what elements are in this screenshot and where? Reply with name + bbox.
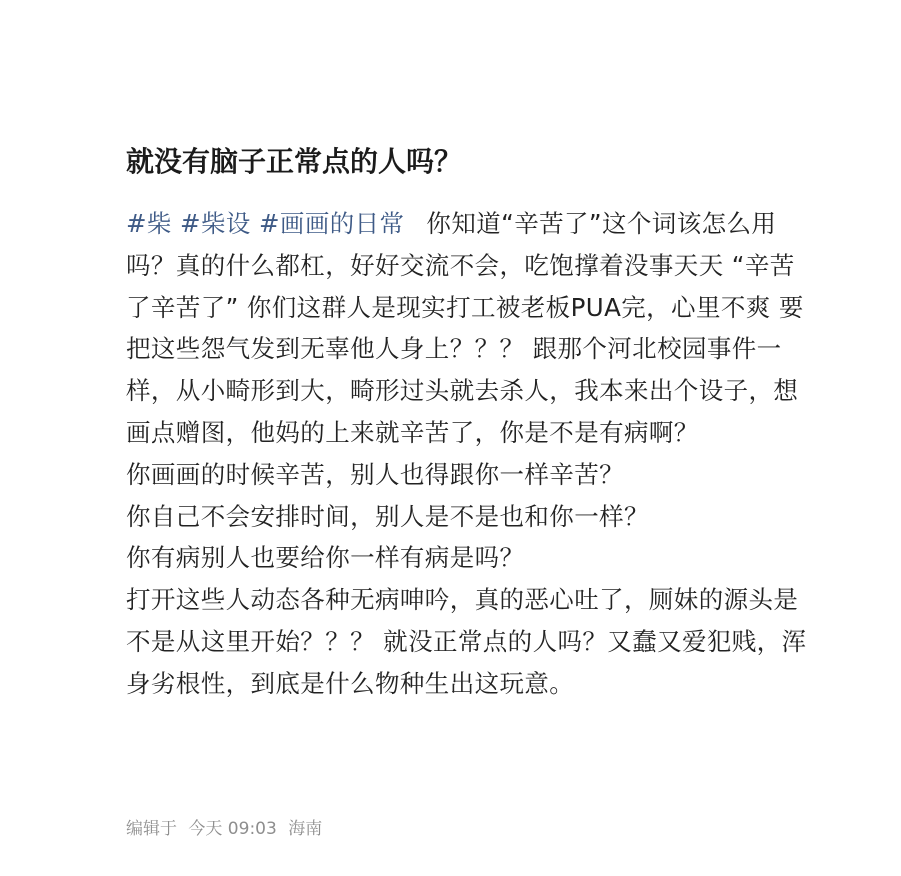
post-body: [126, 203, 816, 705]
post-paragraph-1: [126, 203, 816, 454]
post-text: 你知道“辛苦了”这个词该怎么用吗？真的什么都杠，好好交流不会，吃饱撑着没事天天 “辛苦了辛苦了” 你们这群人是现实打工被老板PUA完，心里不爽 要把这些怨气发到无辜他人身上？？？ 跟那个河北校园事件一样，从小畸形到大，畸形过头就去杀人，我本来出个设子，想画点赠图，他妈的上来就辛苦了，你是不是有病啊？: [126, 209, 804, 447]
hashtag-chaishe[interactable]: #柴设: [180, 209, 251, 238]
edited-label: 编辑于: [126, 819, 177, 839]
post-paragraph-5: 打开这些人动态各种无病呻吟，真的恶心吐了，厕妹的源头是不是从这里开始？？？ 就没正常点的人吗？又蠢又爱犯贱，浑身劣根性，到底是什么物种生出这玩意。: [126, 585, 807, 698]
hashtag-huahua-richang[interactable]: #画画的日常: [258, 209, 405, 238]
post-meta: [126, 814, 322, 839]
post-paragraph-3: 你自己不会安排时间，别人是不是也和你一样？: [126, 501, 649, 531]
post-paragraph-4: 你有病别人也要给你一样有病是吗？: [126, 543, 525, 573]
post-container: [126, 136, 816, 705]
hashtag-chai[interactable]: #柴: [126, 209, 172, 238]
location: 海南: [288, 819, 323, 839]
post-paragraph-2: 你画画的时候辛苦，别人也得跟你一样辛苦？: [126, 459, 624, 489]
post-title: 就没有脑子正常点的人吗？: [126, 145, 463, 178]
edit-time: 今天 09:03: [188, 819, 277, 839]
